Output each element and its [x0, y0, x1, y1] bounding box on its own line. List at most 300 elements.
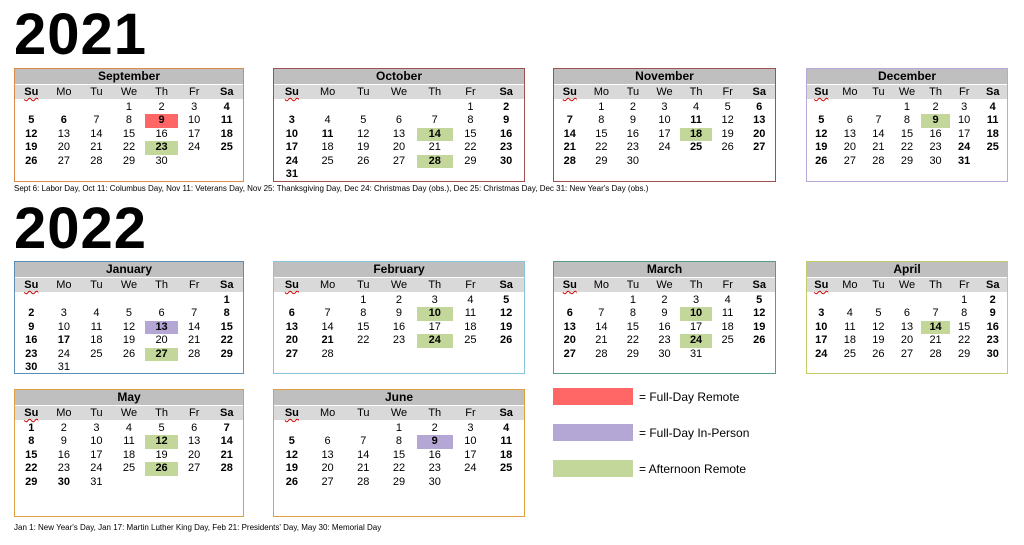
empty-day-cell	[807, 101, 836, 114]
day-cell: 4	[93, 307, 100, 320]
year-2021-title: 2021	[14, 2, 148, 67]
days-grid	[807, 294, 1007, 361]
legend-swatch-red	[553, 388, 633, 405]
weekday-fr: Fr	[958, 279, 970, 291]
day-cell: 8	[395, 435, 403, 448]
day-cell: 21	[188, 334, 201, 347]
day-cell: 7	[324, 307, 331, 320]
day-cell: 11	[500, 435, 512, 448]
day-cell: 18	[90, 334, 103, 347]
day-cell: 4	[125, 422, 133, 434]
weekday-tu: Tu	[90, 279, 103, 291]
day-cell: 19	[753, 320, 766, 333]
legend-full-day-remote	[553, 388, 739, 405]
empty-day-cell	[310, 422, 346, 435]
month-title-may: May	[15, 390, 243, 405]
month-february-2022	[273, 261, 525, 374]
month-title-december: December	[807, 69, 1007, 84]
day-cell: 2	[60, 422, 67, 434]
day-cell: 23	[929, 141, 942, 154]
day-cell: 27	[285, 347, 298, 360]
empty-day-cell	[836, 294, 865, 307]
day-cell: 25	[464, 334, 477, 347]
weekday-header	[554, 277, 775, 292]
day-cell: 21	[872, 141, 885, 154]
day-cell: 18	[843, 334, 856, 347]
weekday-we: We	[390, 86, 408, 98]
day-cell: 8	[28, 435, 35, 448]
day-cell: 9	[921, 114, 950, 127]
day-cell: 23	[500, 141, 513, 154]
day-cell: 15	[357, 320, 370, 333]
weekday-header	[554, 84, 775, 99]
month-november-2021	[553, 68, 776, 182]
weekday-header	[274, 277, 524, 292]
day-cell: 11	[90, 320, 103, 333]
day-cell: 12	[753, 307, 766, 320]
weekday-th: Th	[929, 86, 943, 98]
day-cell: 29	[392, 475, 406, 488]
day-cell: 5	[125, 307, 133, 320]
day-cell: 18	[721, 320, 734, 333]
day-cell: 24	[285, 154, 298, 167]
empty-day-cell	[310, 101, 346, 114]
day-cell: 1	[629, 294, 636, 306]
day-cell: 14	[563, 127, 576, 140]
day-cell: 31	[689, 347, 703, 360]
day-cell: 24	[958, 141, 971, 154]
day-cell: 22	[357, 334, 370, 347]
day-cell: 1	[903, 101, 911, 113]
month-title-january: January	[15, 262, 243, 277]
day-cell: 4	[324, 114, 331, 127]
weekday-sa: Sa	[499, 279, 513, 291]
empty-day-cell	[836, 101, 865, 114]
day-cell: 8	[598, 114, 605, 127]
day-cell: 8	[961, 307, 968, 320]
day-cell: 22	[220, 334, 233, 347]
legend-afternoon-remote	[553, 460, 746, 477]
day-cell: 25	[90, 347, 103, 360]
day-cell: 1	[961, 294, 968, 306]
day-cell: 30	[500, 154, 513, 167]
day-cell: 18	[500, 448, 513, 461]
day-cell: 8	[629, 307, 636, 320]
day-cell: 9	[417, 435, 453, 448]
day-cell: 11	[690, 114, 702, 127]
day-cell: 10	[285, 127, 298, 140]
day-cell: 31	[958, 154, 971, 167]
month-title-april: April	[807, 262, 1007, 277]
day-cell: 4	[724, 294, 731, 306]
empty-day-cell	[586, 294, 618, 307]
weekday-su: Su	[814, 86, 829, 98]
weekday-mo: Mo	[56, 86, 72, 98]
day-cell: 5	[756, 294, 763, 306]
day-cell: 29	[25, 475, 38, 488]
day-cell: 26	[145, 462, 178, 475]
day-cell: 23	[986, 334, 999, 347]
day-cell: 10	[417, 307, 453, 320]
empty-day-cell	[345, 101, 381, 114]
weekday-fr: Fr	[465, 407, 476, 419]
day-cell: 14	[872, 127, 885, 140]
weekday-fr: Fr	[188, 407, 200, 419]
day-cell: 28	[321, 347, 334, 360]
day-cell: 3	[191, 101, 198, 113]
day-cell: 22	[25, 462, 38, 475]
day-cell: 25	[500, 462, 513, 475]
day-cell: 14	[90, 127, 103, 140]
day-cell: 5	[818, 114, 825, 127]
empty-day-cell	[554, 101, 586, 114]
weekday-we: We	[120, 279, 138, 291]
day-cell: 19	[500, 320, 513, 333]
day-cell: 15	[595, 127, 608, 140]
weekday-tu: Tu	[626, 279, 640, 291]
day-cell: 21	[90, 141, 103, 154]
weekday-su: Su	[284, 407, 299, 419]
day-cell: 3	[60, 307, 67, 320]
weekday-header	[274, 84, 524, 99]
day-cell: 24	[417, 334, 453, 347]
day-cell: 5	[875, 307, 882, 320]
day-cell: 20	[900, 334, 914, 347]
empty-day-cell	[80, 294, 113, 307]
day-cell: 28	[220, 462, 233, 475]
day-cell: 14	[357, 448, 370, 461]
day-cell: 2	[629, 101, 636, 113]
day-cell: 28	[188, 347, 201, 360]
day-cell: 31	[285, 167, 298, 180]
day-cell: 27	[392, 154, 406, 167]
day-cell: 1	[395, 422, 403, 434]
holiday-notes-2022: Jan 1: New Year's Day, Jan 17: Martin Luther King Day, Feb 21: Presidents' Day, May 30: Memorial Day	[14, 523, 382, 532]
day-cell: 31	[57, 360, 70, 373]
empty-day-cell	[274, 294, 310, 307]
weekday-mo: Mo	[842, 279, 858, 291]
day-cell: 28	[90, 154, 103, 167]
day-cell: 16	[57, 448, 70, 461]
day-cell: 29	[626, 347, 640, 360]
day-cell: 26	[500, 334, 513, 347]
legend-swatch-green	[553, 460, 633, 477]
day-cell: 30	[155, 154, 168, 167]
day-cell: 8	[223, 307, 230, 320]
weekday-header	[15, 277, 243, 292]
day-cell: 20	[843, 141, 856, 154]
weekday-fr: Fr	[958, 86, 970, 98]
day-cell: 19	[815, 141, 828, 154]
day-cell: 12	[122, 320, 136, 333]
empty-day-cell	[48, 101, 81, 114]
days-grid	[15, 101, 243, 168]
days-grid	[15, 422, 243, 489]
weekday-th: Th	[929, 279, 943, 291]
weekday-sa: Sa	[499, 86, 513, 98]
day-cell: 25	[220, 141, 233, 154]
day-cell: 4	[846, 307, 853, 320]
day-cell: 21	[595, 334, 608, 347]
day-cell: 15	[122, 127, 136, 140]
day-cell: 6	[903, 307, 911, 320]
day-cell: 20	[155, 334, 168, 347]
weekday-mo: Mo	[56, 407, 72, 419]
day-cell: 20	[285, 334, 298, 347]
day-cell: 6	[288, 307, 295, 320]
weekday-su: Su	[24, 407, 39, 419]
weekday-tu: Tu	[626, 86, 640, 98]
day-cell: 4	[467, 294, 474, 306]
day-cell: 1	[598, 101, 605, 113]
empty-day-cell	[554, 294, 586, 307]
day-cell: 2	[503, 101, 510, 113]
day-cell: 20	[188, 448, 201, 461]
day-cell: 9	[629, 114, 636, 127]
day-cell: 15	[392, 448, 406, 461]
day-cell: 9	[989, 307, 996, 320]
weekday-tu: Tu	[357, 279, 370, 291]
day-cell: 4	[503, 422, 510, 434]
empty-day-cell	[274, 422, 310, 435]
weekday-header	[15, 405, 243, 420]
day-cell: 7	[932, 307, 939, 320]
day-cell: 24	[188, 141, 201, 154]
day-cell: 5	[503, 294, 510, 306]
empty-day-cell	[145, 294, 178, 307]
weekday-mo: Mo	[319, 279, 336, 291]
day-cell: 20	[321, 462, 334, 475]
weekday-header	[274, 405, 524, 420]
weekday-su: Su	[24, 279, 39, 291]
day-cell: 24	[680, 334, 712, 347]
day-cell: 26	[815, 154, 828, 167]
day-cell: 7	[223, 422, 230, 434]
day-cell: 29	[220, 347, 233, 360]
holiday-notes-2021: Sept 6: Labor Day, Oct 11: Columbus Day, Nov 11: Veterans Day, Nov 25: Thanksgiving Day, Dec 24: Christmas Day (obs.), Dec 25: Christmas Day, Dec 31: New Year's Day (obs.)	[14, 184, 649, 193]
day-cell: 26	[25, 154, 38, 167]
day-cell: 29	[464, 154, 477, 167]
day-cell: 4	[693, 101, 700, 113]
day-cell: 18	[122, 448, 136, 461]
day-cell: 25	[689, 141, 703, 154]
day-cell: 30	[626, 154, 640, 167]
empty-day-cell	[274, 101, 310, 114]
day-cell: 6	[756, 101, 763, 113]
day-cell: 12	[25, 127, 38, 140]
day-cell: 20	[392, 141, 406, 154]
days-grid	[807, 101, 1007, 168]
weekday-th: Th	[155, 279, 169, 291]
day-cell: 8	[360, 307, 367, 320]
day-cell: 14	[921, 321, 950, 334]
day-cell: 25	[122, 462, 136, 475]
day-cell: 14	[188, 320, 201, 333]
day-cell: 23	[25, 347, 38, 360]
day-cell: 24	[90, 462, 103, 475]
day-cell: 17	[958, 127, 971, 140]
day-cell: 26	[753, 334, 766, 347]
day-cell: 28	[417, 155, 453, 168]
legend-label-afternoon-remote: = Afternoon Remote	[639, 461, 747, 476]
weekday-we: We	[898, 279, 916, 291]
day-cell: 7	[598, 307, 605, 320]
day-cell: 6	[395, 114, 403, 127]
day-cell: 17	[90, 448, 103, 461]
day-cell: 15	[25, 448, 38, 461]
day-cell: 10	[815, 320, 828, 333]
day-cell: 21	[563, 141, 576, 154]
day-cell: 3	[467, 422, 474, 434]
day-cell: 1	[360, 294, 367, 306]
day-cell: 26	[122, 347, 136, 360]
month-october-2021	[273, 68, 525, 182]
day-cell: 24	[658, 141, 671, 154]
day-cell: 19	[721, 127, 734, 140]
days-grid	[554, 294, 775, 361]
days-grid	[274, 101, 524, 181]
empty-day-cell	[310, 294, 346, 307]
day-cell: 12	[872, 320, 885, 333]
weekday-su: Su	[814, 279, 829, 291]
month-title-september: September	[15, 69, 243, 84]
day-cell: 5	[288, 435, 295, 448]
day-cell: 25	[986, 141, 999, 154]
month-title-june: June	[274, 390, 524, 405]
day-cell: 17	[658, 127, 671, 140]
legend-swatch-purple	[553, 424, 633, 441]
day-cell: 18	[220, 127, 233, 140]
day-cell: 25	[321, 154, 334, 167]
day-cell: 6	[324, 435, 331, 448]
day-cell: 7	[191, 307, 198, 320]
day-cell: 13	[392, 127, 406, 140]
day-cell: 28	[872, 154, 885, 167]
day-cell: 23	[626, 141, 640, 154]
day-cell: 30	[57, 475, 70, 488]
month-june-2022	[273, 389, 525, 517]
weekday-fr: Fr	[722, 86, 733, 98]
day-cell: 13	[843, 127, 856, 140]
day-cell: 24	[464, 462, 477, 475]
day-cell: 21	[929, 334, 942, 347]
day-cell: 13	[285, 320, 298, 333]
weekday-tu: Tu	[357, 407, 370, 419]
day-cell: 16	[626, 127, 640, 140]
weekday-th: Th	[428, 86, 442, 98]
day-cell: 22	[900, 141, 914, 154]
empty-day-cell	[864, 101, 893, 114]
day-cell: 20	[753, 127, 766, 140]
day-cell: 11	[220, 114, 233, 127]
day-cell: 6	[158, 307, 165, 320]
legend-full-day-in-person	[553, 424, 749, 441]
weekday-tu: Tu	[872, 86, 885, 98]
weekday-th: Th	[428, 407, 442, 419]
month-december-2021	[806, 68, 1008, 182]
day-cell: 27	[563, 347, 576, 360]
empty-day-cell	[381, 101, 417, 114]
empty-day-cell	[921, 294, 950, 307]
day-cell: 3	[288, 114, 295, 127]
day-cell: 10	[680, 307, 712, 320]
day-cell: 4	[223, 101, 230, 113]
weekday-th: Th	[689, 86, 703, 98]
day-cell: 11	[464, 307, 477, 320]
day-cell: 30	[428, 475, 441, 488]
day-cell: 12	[815, 127, 828, 140]
day-cell: 7	[431, 114, 438, 127]
weekday-sa: Sa	[220, 407, 234, 419]
day-cell: 1	[467, 101, 474, 113]
weekday-sa: Sa	[220, 279, 234, 291]
day-cell: 25	[721, 334, 734, 347]
day-cell: 26	[721, 141, 734, 154]
day-cell: 10	[57, 320, 70, 333]
day-cell: 3	[93, 422, 100, 434]
day-cell: 29	[122, 154, 136, 167]
day-cell: 2	[661, 294, 668, 306]
day-cell: 28	[563, 154, 576, 167]
day-cell: 18	[464, 320, 477, 333]
day-cell: 13	[563, 320, 576, 333]
day-cell: 10	[958, 114, 971, 127]
day-cell: 18	[321, 141, 334, 154]
day-cell: 22	[464, 141, 477, 154]
day-cell: 16	[428, 448, 441, 461]
day-cell: 27	[753, 141, 766, 154]
day-cell: 11	[321, 127, 334, 140]
weekday-header	[807, 84, 1007, 99]
day-cell: 6	[846, 114, 853, 127]
weekday-tu: Tu	[872, 279, 885, 291]
weekday-su: Su	[284, 279, 299, 291]
day-cell: 21	[357, 462, 370, 475]
day-cell: 31	[90, 475, 103, 488]
empty-day-cell	[807, 294, 836, 307]
weekday-mo: Mo	[593, 279, 609, 291]
weekday-sa: Sa	[752, 279, 766, 291]
month-april-2022	[806, 261, 1008, 374]
day-cell: 3	[693, 294, 700, 306]
day-cell: 22	[122, 141, 136, 154]
weekday-mo: Mo	[319, 407, 336, 419]
day-cell: 17	[57, 334, 70, 347]
day-cell: 10	[188, 114, 201, 127]
day-cell: 28	[929, 347, 942, 360]
weekday-we: We	[390, 279, 408, 291]
day-cell: 27	[321, 475, 334, 488]
day-cell: 9	[28, 320, 35, 333]
empty-day-cell	[15, 294, 48, 307]
day-cell: 14	[417, 128, 453, 141]
day-cell: 16	[500, 127, 513, 140]
weekday-we: We	[120, 86, 138, 98]
weekday-we: We	[656, 86, 673, 98]
weekday-mo: Mo	[56, 279, 72, 291]
day-cell: 7	[566, 114, 573, 127]
day-cell: 11	[721, 307, 734, 320]
weekday-tu: Tu	[90, 407, 103, 419]
day-cell: 2	[932, 101, 939, 113]
day-cell: 13	[145, 321, 178, 334]
day-cell: 9	[395, 307, 403, 320]
empty-day-cell	[113, 294, 146, 307]
day-cell: 24	[815, 347, 828, 360]
empty-day-cell	[15, 101, 48, 114]
day-cell: 11	[986, 114, 999, 127]
day-cell: 23	[145, 141, 178, 154]
